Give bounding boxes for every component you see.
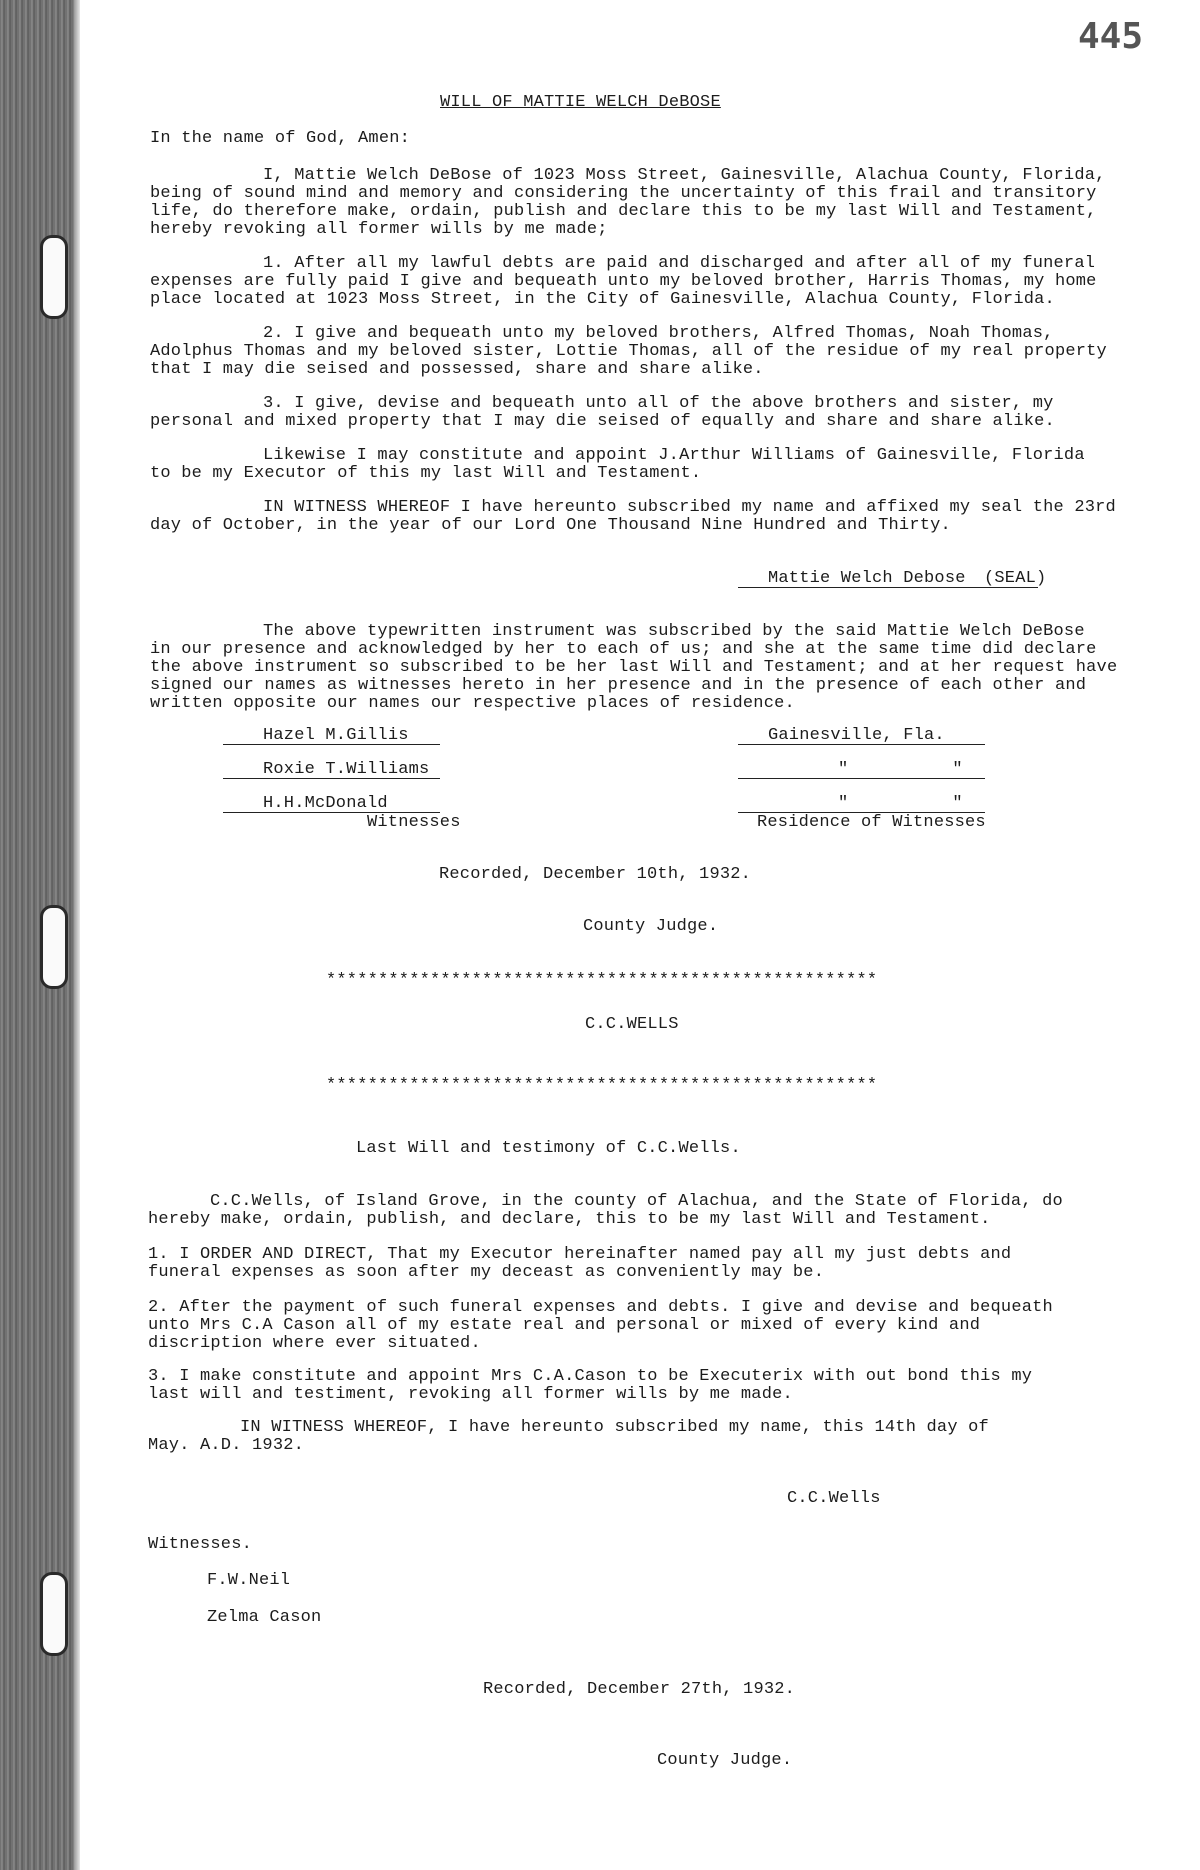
witness-clause-line: May. A.D. 1932.: [148, 1436, 305, 1455]
intro-line: hereby make, ordain, publish, and declare, this to be my last Will and Testament.: [148, 1210, 991, 1229]
binder-hole: [40, 235, 68, 319]
separator-stars: *****************************************************: [326, 971, 878, 990]
witnesses-label: Witnesses.: [148, 1535, 253, 1554]
witness-clause-line: IN WITNESS WHEREOF, I have hereunto subscribed my name, this 14th day of: [240, 1418, 989, 1437]
witness-clause-line: day of October, in the year of our Lord One Thousand Nine Hundred and Thirty.: [150, 516, 951, 535]
item-2-line: Adolphus Thomas and my beloved sister, Lottie Thomas, all of the residue of my real property: [150, 342, 1107, 361]
intro-line: I, Mattie Welch DeBose of 1023 Moss Street, Gainesville, Alachua County, Florida,: [263, 166, 1106, 185]
attestation-line: the above instrument so subscribed to be her last Will and Testament; and at her request have: [150, 658, 1118, 677]
witness-residence: Gainesville, Fla.: [768, 726, 945, 745]
binder-hole: [40, 1572, 68, 1656]
intro-line: C.C.Wells, of Island Grove, in the county of Alachua, and the State of Florida, do: [210, 1192, 1063, 1211]
page-number: 445: [1078, 16, 1144, 57]
item-1-line: funeral expenses as soon after my deceast as conveniently may be.: [148, 1263, 825, 1282]
attestation-line: The above typewritten instrument was subscribed by the said Mattie Welch DeBose: [263, 622, 1085, 641]
item-1-line: 1. After all my lawful debts are paid and discharged and after all of my funeral: [263, 254, 1096, 273]
seal-mark: (SEAL): [984, 569, 1047, 588]
executor-line: Likewise I may constitute and appoint J.Arthur Williams of Gainesville, Florida: [263, 446, 1085, 465]
witness-name: F.W.Neil: [207, 1571, 291, 1590]
invocation: In the name of God, Amen:: [150, 129, 411, 148]
item-2-line: discription where ever situated.: [148, 1334, 481, 1353]
attestation-line: signed our names as witnesses hereto in her presence and in the presence of each other and: [150, 676, 1087, 695]
witness-residence: " ": [838, 794, 963, 813]
witness-name: Zelma Cason: [207, 1608, 322, 1627]
county-judge: County Judge.: [583, 917, 719, 936]
county-judge: County Judge.: [657, 1751, 793, 1770]
item-1-line: 1. I ORDER AND DIRECT, That my Executor hereinafter named pay all my just debts and: [148, 1245, 1012, 1264]
intro-line: life, do therefore make, ordain, publish and declare this to be my last Will and Testament,: [150, 202, 1097, 221]
item-3-line: personal and mixed property that I may die seised of equally and share and share alike.: [150, 412, 1055, 431]
witness-residence: " ": [838, 760, 963, 779]
witness-name: Hazel M.Gillis: [263, 726, 409, 745]
testator-signature: Mattie Welch Debose: [768, 569, 966, 588]
will-title: WILL OF MATTIE WELCH DeBOSE: [440, 93, 721, 112]
item-3-line: last will and testiment, revoking all former wills by me made.: [148, 1385, 793, 1404]
recorded-date: Recorded, December 27th, 1932.: [483, 1680, 796, 1699]
intro-line: being of sound mind and memory and considering the uncertainty of this frail and transitory: [150, 184, 1097, 203]
item-1-line: place located at 1023 Moss Street, in the City of Gainesville, Alachua County, Florida.: [150, 290, 1055, 309]
item-2-line: unto Mrs C.A Cason all of my estate real and personal or mixed of every kind and: [148, 1316, 981, 1335]
residence-label: Residence of Witnesses: [757, 813, 986, 832]
witness-clause-line: IN WITNESS WHEREOF I have hereunto subscribed my name and affixed my seal the 23rd: [263, 498, 1116, 517]
item-2-line: 2. I give and bequeath unto my beloved brothers, Alfred Thomas, Noah Thomas,: [263, 324, 1054, 343]
item-1-line: expenses are fully paid I give and bequeath unto my beloved brother, Harris Thomas, my home: [150, 272, 1097, 291]
item-2-line: that I may die seised and possessed, share and share alike.: [150, 360, 764, 379]
separator-stars: *****************************************************: [326, 1076, 878, 1095]
item-3-line: 3. I make constitute and appoint Mrs C.A.Cason to be Executerix with out bond this my: [148, 1367, 1033, 1386]
witnesses-label: Witnesses: [367, 813, 461, 832]
witness-name: Roxie T.Williams: [263, 760, 430, 779]
section-header: C.C.WELLS: [585, 1015, 679, 1034]
witness-name: H.H.McDonald: [263, 794, 388, 813]
item-3-line: 3. I give, devise and bequeath unto all of the above brothers and sister, my: [263, 394, 1054, 413]
attestation-line: written opposite our names our respective places of residence.: [150, 694, 795, 713]
executor-line: to be my Executor of this my last Will and Testament.: [150, 464, 702, 483]
testator-signature: C.C.Wells: [787, 1489, 881, 1508]
attestation-line: in our presence and acknowledged by her to each of us; and she at the same time did declare: [150, 640, 1097, 659]
will-title: Last Will and testimony of C.C.Wells.: [356, 1139, 741, 1158]
item-2-line: 2. After the payment of such funeral expenses and debts. I give and devise and bequeath: [148, 1298, 1053, 1317]
recorded-date: Recorded, December 10th, 1932.: [439, 865, 752, 884]
binder-hole: [40, 905, 68, 989]
intro-line: hereby revoking all former wills by me made;: [150, 220, 608, 239]
